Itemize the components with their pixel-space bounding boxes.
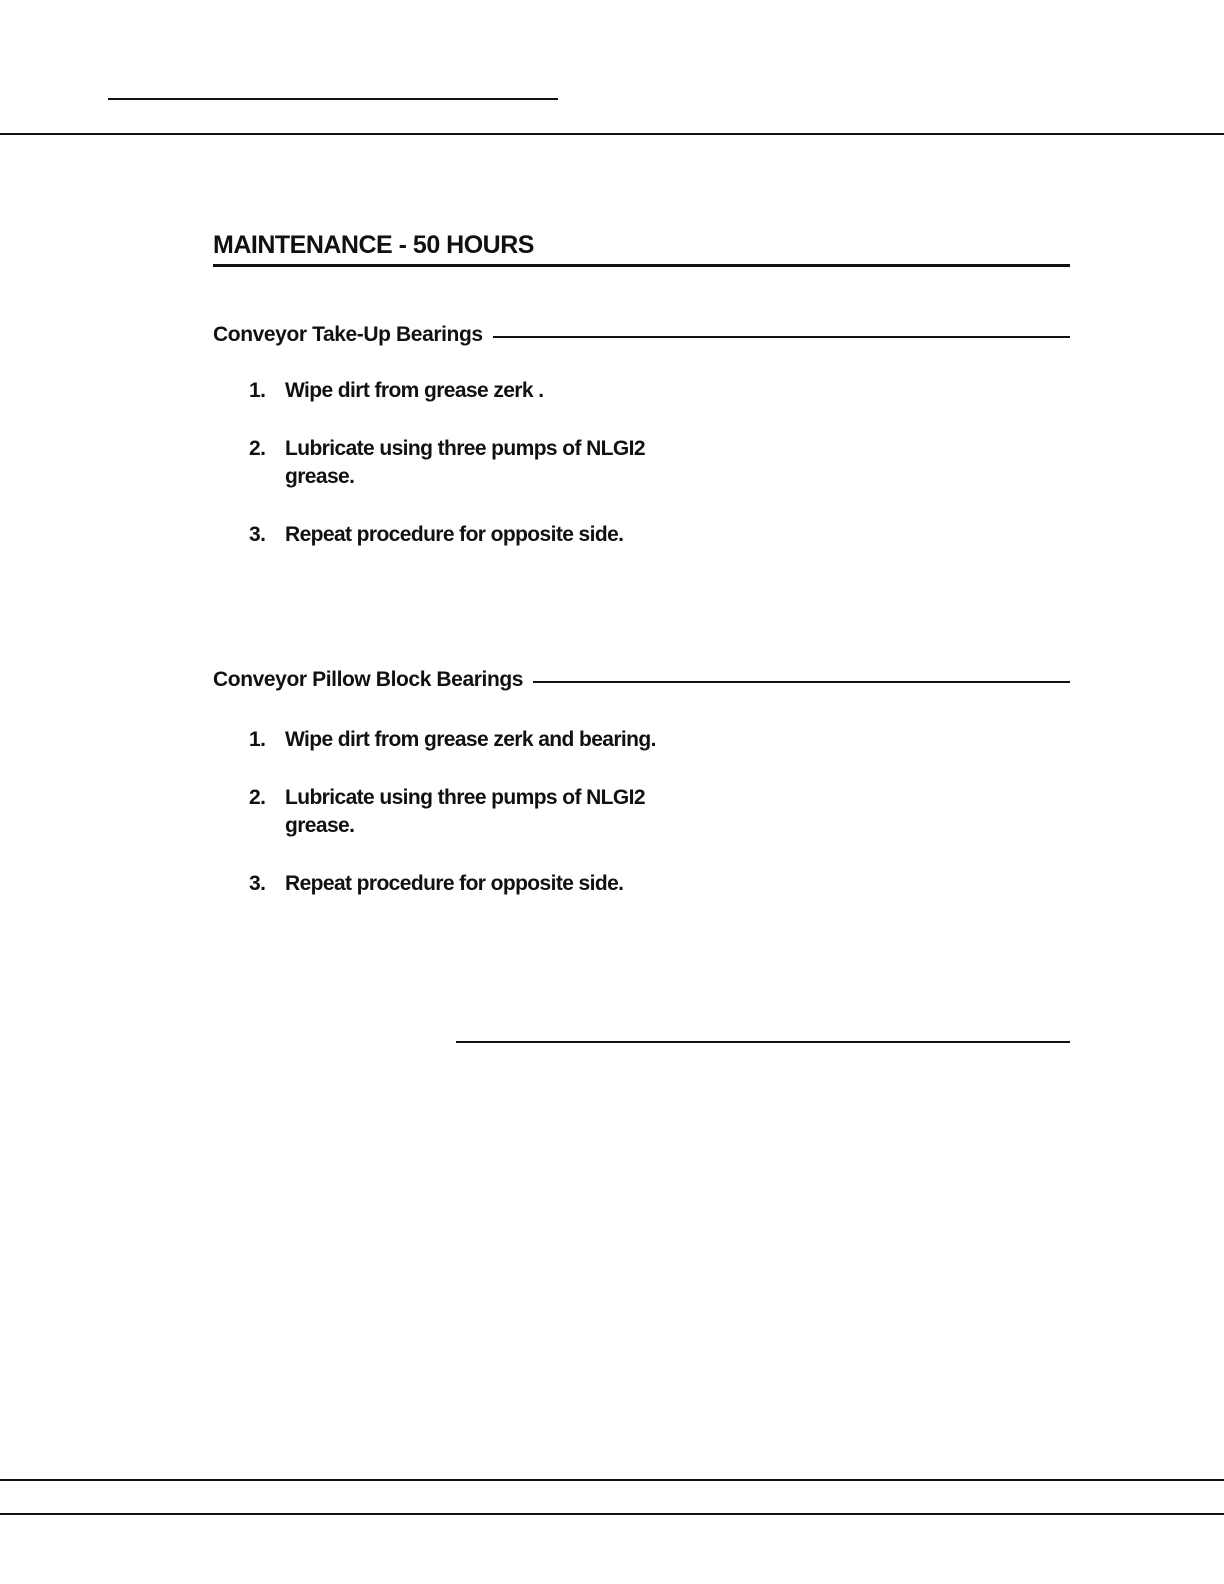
footer-rule-top [0,1479,1224,1481]
step-item [249,726,719,754]
step-item [249,870,719,898]
step-number: 3. [249,523,266,546]
step-number: 2. [249,786,266,809]
step-text: Lubricate using three pumps of NLGI2 grease. [285,437,645,488]
header-short-rule [108,98,558,100]
section-heading [213,322,1070,348]
step-item [249,435,719,491]
step-item [249,521,719,549]
step-item [249,784,719,840]
step-number: 3. [249,872,266,895]
step-number: 1. [249,728,266,751]
section-heading-text: Conveyor Take-Up Bearings [213,323,483,346]
step-text: Repeat procedure for opposite side. [285,523,624,546]
step-list [213,726,1070,898]
section-heading [213,667,1070,693]
section-heading-rule [533,681,1070,683]
step-list [213,377,1070,549]
footer-rule-bottom [0,1513,1224,1515]
section-heading-text: Conveyor Pillow Block Bearings [213,668,524,691]
step-text: Wipe dirt from grease zerk . [285,379,544,402]
page-title: MAINTENANCE - 50 HOURS [213,230,1070,267]
step-text: Wipe dirt from grease zerk and bearing. [285,728,656,751]
section-heading-rule [493,336,1070,338]
section-take-up-bearings [213,322,1070,549]
step-text: Lubricate using three pumps of NLGI2 grease. [285,786,645,837]
step-text: Repeat procedure for opposite side. [285,872,624,895]
step-item [249,377,719,405]
section-pillow-block-bearings [213,667,1070,898]
header-rule [0,133,1224,135]
step-number: 2. [249,437,266,460]
step-number: 1. [249,379,266,402]
closing-rule [456,1041,1070,1043]
